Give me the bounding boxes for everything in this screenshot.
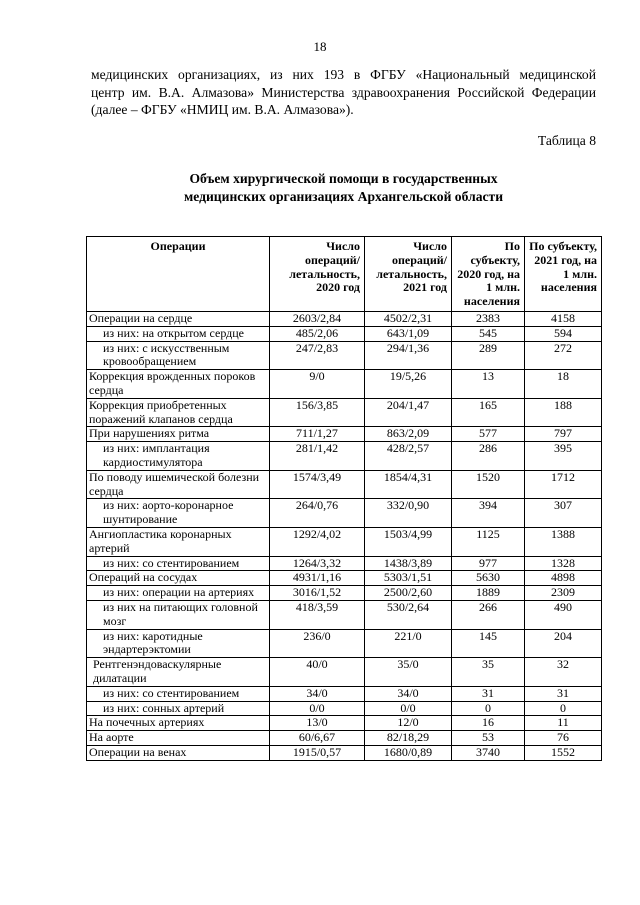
row-count-2020: 485/2,06 [270, 326, 365, 341]
row-per-million-2020: 53 [452, 731, 525, 746]
row-count-2020: 13/0 [270, 716, 365, 731]
row-count-2020: 418/3,59 [270, 600, 365, 629]
row-count-2021: 1503/4,99 [365, 527, 452, 556]
row-per-million-2020: 266 [452, 600, 525, 629]
row-per-million-2021: 797 [525, 427, 602, 442]
row-operation-name: из них: на открытом сердце [87, 326, 270, 341]
row-per-million-2020: 145 [452, 629, 525, 658]
row-per-million-2020: 977 [452, 556, 525, 571]
row-count-2021: 221/0 [365, 629, 452, 658]
row-per-million-2021: 307 [525, 499, 602, 528]
row-count-2021: 5303/1,51 [365, 571, 452, 586]
row-operation-name: При нарушениях ритма [87, 427, 270, 442]
row-operation-name: из них: с искусственным кровообращением [87, 341, 270, 370]
row-count-2020: 9/0 [270, 370, 365, 399]
surgery-volume-table [86, 236, 602, 761]
row-per-million-2021: 31 [525, 686, 602, 701]
header-operations: Операции [87, 237, 270, 312]
table-header-row [87, 237, 602, 312]
table-row [87, 745, 602, 760]
row-per-million-2021: 204 [525, 629, 602, 658]
row-per-million-2020: 16 [452, 716, 525, 731]
row-per-million-2021: 76 [525, 731, 602, 746]
row-per-million-2021: 32 [525, 658, 602, 687]
row-per-million-2020: 165 [452, 398, 525, 427]
page-number: 18 [313, 39, 327, 54]
table-row [87, 571, 602, 586]
row-operation-name: из них: сонных артерий [87, 701, 270, 716]
row-operation-name: По поводу ишемической болезни сердца [87, 470, 270, 499]
table-row [87, 586, 602, 601]
row-per-million-2020: 13 [452, 370, 525, 399]
row-per-million-2020: 577 [452, 427, 525, 442]
row-operation-name: На аорте [87, 731, 270, 746]
row-count-2020: 711/1,27 [270, 427, 365, 442]
row-count-2021: 530/2,64 [365, 600, 452, 629]
row-per-million-2020: 3740 [452, 745, 525, 760]
row-per-million-2021: 188 [525, 398, 602, 427]
row-per-million-2020: 1125 [452, 527, 525, 556]
row-per-million-2021: 1328 [525, 556, 602, 571]
row-count-2020: 34/0 [270, 686, 365, 701]
row-count-2021: 0/0 [365, 701, 452, 716]
row-count-2021: 19/5,26 [365, 370, 452, 399]
table-title-line: Объем хирургической помощи в государственных [189, 171, 498, 186]
intro-line: медицинских организациях, из них 193 в ФГБУ «Национальный медицинской [91, 67, 596, 82]
table-row [87, 731, 602, 746]
row-count-2021: 332/0,90 [365, 499, 452, 528]
row-per-million-2020: 0 [452, 701, 525, 716]
row-operation-name: из них: операции на артериях [87, 586, 270, 601]
row-operation-name: из них на питающих головной мозг [87, 600, 270, 629]
table-row [87, 470, 602, 499]
table-row [87, 686, 602, 701]
table-row [87, 398, 602, 427]
intro-line: центр им. В.А. Алмазова» Министерства здравоохранения Российской Федерации [91, 84, 596, 100]
row-operation-name: Рентгенэндоваскулярные дилатации [87, 658, 270, 687]
row-per-million-2021: 4158 [525, 311, 602, 326]
table-row [87, 311, 602, 326]
row-count-2021: 82/18,29 [365, 731, 452, 746]
row-count-2020: 247/2,83 [270, 341, 365, 370]
row-per-million-2021: 4898 [525, 571, 602, 586]
table-row [87, 442, 602, 471]
table-row [87, 527, 602, 556]
row-per-million-2021: 1388 [525, 527, 602, 556]
table-row [87, 701, 602, 716]
row-operation-name: из них: каротидные эндартерэктомии [87, 629, 270, 658]
row-per-million-2020: 394 [452, 499, 525, 528]
table-row [87, 370, 602, 399]
row-per-million-2021: 11 [525, 716, 602, 731]
row-count-2021: 643/1,09 [365, 326, 452, 341]
table-label: Таблица 8 [537, 133, 596, 148]
row-count-2020: 2603/2,84 [270, 311, 365, 326]
row-count-2020: 3016/1,52 [270, 586, 365, 601]
row-per-million-2020: 31 [452, 686, 525, 701]
row-count-2021: 1438/3,89 [365, 556, 452, 571]
table-row [87, 427, 602, 442]
row-per-million-2021: 18 [525, 370, 602, 399]
intro-paragraph [91, 66, 596, 119]
row-operation-name: Коррекция приобретенных поражений клапанов сердца [87, 398, 270, 427]
row-per-million-2021: 395 [525, 442, 602, 471]
row-per-million-2020: 2383 [452, 311, 525, 326]
row-count-2020: 236/0 [270, 629, 365, 658]
row-count-2020: 156/3,85 [270, 398, 365, 427]
table-row [87, 658, 602, 687]
row-operation-name: На почечных артериях [87, 716, 270, 731]
row-count-2020: 60/6,67 [270, 731, 365, 746]
header-per-million-2020: По субъекту, 2020 год, на 1 млн. населения [452, 237, 525, 312]
row-count-2020: 1915/0,57 [270, 745, 365, 760]
table-row [87, 326, 602, 341]
table-row [87, 600, 602, 629]
row-count-2020: 1264/3,32 [270, 556, 365, 571]
header-per-million-2021: По субъекту, 2021 год, на 1 млн. населения [525, 237, 602, 312]
table-row [87, 716, 602, 731]
row-operation-name: из них: со стентированием [87, 686, 270, 701]
row-count-2020: 1292/4,02 [270, 527, 365, 556]
row-count-2021: 204/1,47 [365, 398, 452, 427]
table-row [87, 556, 602, 571]
intro-line: (далее – ФГБУ «НМИЦ им. В.А. Алмазова»). [91, 102, 354, 117]
row-per-million-2020: 286 [452, 442, 525, 471]
row-per-million-2021: 594 [525, 326, 602, 341]
row-per-million-2020: 289 [452, 341, 525, 370]
row-operation-name: из них: имплантация кардиостимулятора [87, 442, 270, 471]
row-operation-name: Операции на сердце [87, 311, 270, 326]
row-operation-name: из них: со стентированием [87, 556, 270, 571]
table-row [87, 341, 602, 370]
row-count-2021: 2500/2,60 [365, 586, 452, 601]
row-count-2021: 34/0 [365, 686, 452, 701]
row-operation-name: Коррекция врожденных пороков сердца [87, 370, 270, 399]
row-count-2021: 428/2,57 [365, 442, 452, 471]
table-row [87, 629, 602, 658]
row-operation-name: Ангиопластика коронарных артерий [87, 527, 270, 556]
row-per-million-2021: 272 [525, 341, 602, 370]
row-operation-name: из них: аорто-коронарное шунтирование [87, 499, 270, 528]
table-title-line: медицинских организациях Архангельской области [183, 188, 504, 204]
row-operation-name: Операций на сосудах [87, 571, 270, 586]
row-count-2020: 281/1,42 [270, 442, 365, 471]
row-per-million-2020: 5630 [452, 571, 525, 586]
row-operation-name: Операции на венах [87, 745, 270, 760]
row-per-million-2021: 2309 [525, 586, 602, 601]
row-count-2021: 12/0 [365, 716, 452, 731]
row-count-2020: 264/0,76 [270, 499, 365, 528]
row-per-million-2021: 1712 [525, 470, 602, 499]
row-per-million-2020: 1889 [452, 586, 525, 601]
header-count-2020: Число операций/ летальность, 2020 год [270, 237, 365, 312]
row-count-2020: 40/0 [270, 658, 365, 687]
header-count-2021: Число операций/ летальность, 2021 год [365, 237, 452, 312]
row-count-2021: 863/2,09 [365, 427, 452, 442]
row-per-million-2021: 1552 [525, 745, 602, 760]
row-per-million-2020: 1520 [452, 470, 525, 499]
row-count-2020: 0/0 [270, 701, 365, 716]
table-row [87, 499, 602, 528]
row-count-2021: 1680/0,89 [365, 745, 452, 760]
row-per-million-2021: 490 [525, 600, 602, 629]
table-title [86, 170, 601, 205]
row-count-2021: 35/0 [365, 658, 452, 687]
row-per-million-2021: 0 [525, 701, 602, 716]
row-count-2020: 4931/1,16 [270, 571, 365, 586]
row-per-million-2020: 35 [452, 658, 525, 687]
row-count-2020: 1574/3,49 [270, 470, 365, 499]
row-count-2021: 4502/2,31 [365, 311, 452, 326]
row-count-2021: 294/1,36 [365, 341, 452, 370]
table-body [87, 311, 602, 760]
row-per-million-2020: 545 [452, 326, 525, 341]
row-count-2021: 1854/4,31 [365, 470, 452, 499]
